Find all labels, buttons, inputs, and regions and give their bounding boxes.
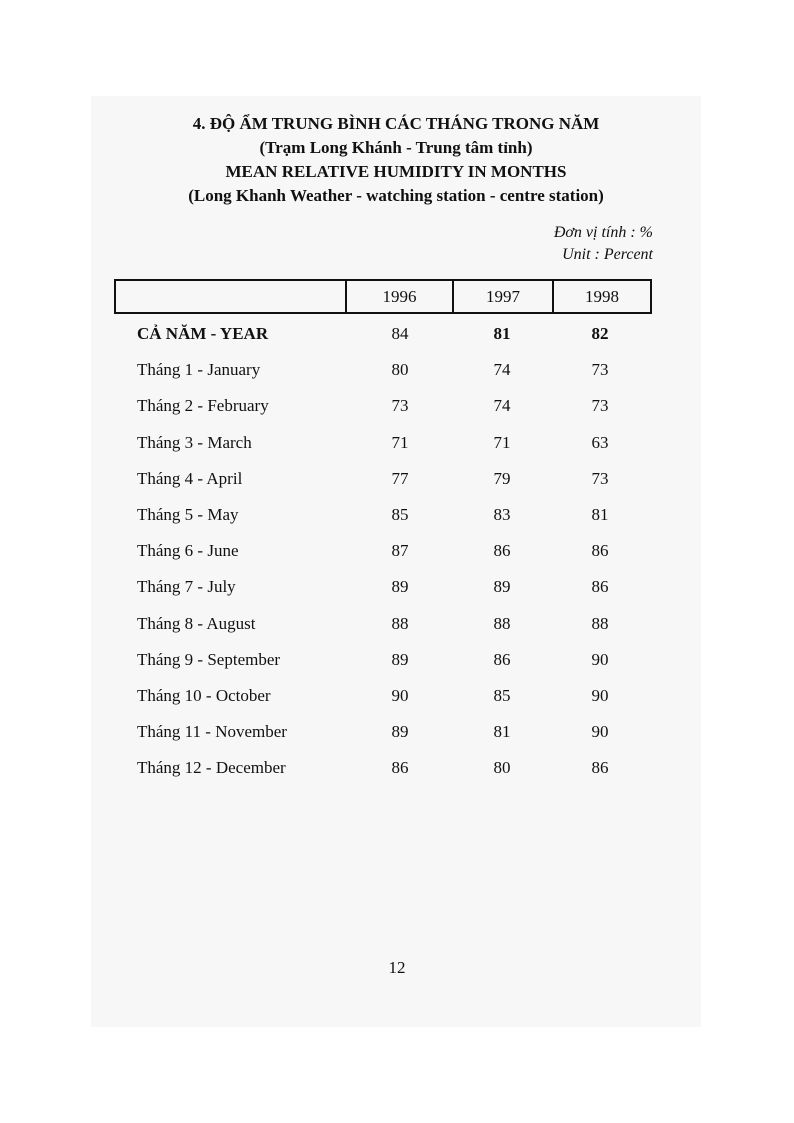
page-heading (91, 112, 701, 208)
row-label: Tháng 9 - September (137, 649, 281, 669)
value-1996: 89 (391, 722, 409, 742)
subtitle-english: (Long Khanh Weather - watching station - centre station) (188, 186, 604, 205)
value-1998: 73 (591, 468, 609, 488)
value-1997: 74 (493, 360, 511, 380)
table-row (0, 569, 794, 605)
value-1996: 84 (391, 324, 409, 343)
value-1998: 81 (591, 504, 609, 524)
value-1998: 88 (591, 613, 609, 633)
column-header-1998: 1998 (585, 286, 619, 306)
value-1996: 80 (391, 360, 409, 380)
value-1998: 82 (591, 324, 609, 343)
table-row (0, 461, 794, 497)
value-1996: 85 (391, 504, 409, 524)
value-1996: 88 (391, 613, 409, 633)
subtitle-vietnamese: (Trạm Long Khánh - Trung tâm tỉnh) (259, 138, 533, 157)
value-1998: 90 (591, 685, 609, 705)
table-row (0, 388, 794, 424)
row-label: Tháng 6 - June (137, 541, 239, 561)
table-row (0, 750, 794, 786)
table-row (0, 678, 794, 714)
value-1996: 73 (391, 396, 409, 416)
row-label: CẢ NĂM - YEAR (137, 324, 269, 343)
value-1997: 85 (493, 685, 511, 705)
table-row-year (0, 316, 794, 352)
table-row (0, 497, 794, 533)
row-label: Tháng 1 - January (137, 360, 261, 380)
table-header (114, 279, 652, 314)
value-1996: 90 (391, 685, 409, 705)
row-label: Tháng 10 - October (137, 685, 271, 705)
table-row (0, 642, 794, 678)
value-1996: 89 (391, 577, 409, 597)
value-1997: 88 (493, 613, 511, 633)
value-1998: 90 (591, 722, 609, 742)
value-1997: 79 (493, 468, 511, 488)
value-1996: 86 (391, 758, 409, 778)
row-label: Tháng 7 - July (137, 577, 236, 597)
value-1998: 86 (591, 541, 609, 561)
row-label: Tháng 8 - August (137, 613, 256, 633)
unit-vietnamese: Đơn vị tính : % (553, 224, 653, 241)
title-vietnamese: 4. ĐỘ ẨM TRUNG BÌNH CÁC THÁNG TRONG NĂM (192, 114, 600, 133)
row-label: Tháng 11 - November (137, 722, 287, 742)
value-1998: 63 (591, 432, 609, 452)
value-1997: 71 (493, 432, 511, 452)
table-row (0, 606, 794, 642)
value-1997: 74 (493, 396, 511, 416)
row-label: Tháng 12 - December (137, 758, 286, 778)
column-header-1997: 1997 (486, 286, 520, 306)
value-1997: 81 (493, 722, 511, 742)
value-1996: 77 (391, 468, 409, 488)
value-1998: 90 (591, 649, 609, 669)
table-body (0, 316, 794, 786)
value-1998: 86 (591, 758, 609, 778)
page-number: 12 (388, 958, 406, 977)
value-1997: 81 (493, 324, 511, 343)
value-1998: 73 (591, 396, 609, 416)
title-english: MEAN RELATIVE HUMIDITY IN MONTHS (225, 162, 567, 181)
value-1996: 71 (391, 432, 409, 452)
unit-english: Unit : Percent (562, 246, 653, 263)
value-1997: 86 (493, 541, 511, 561)
row-label: Tháng 5 - May (137, 504, 239, 524)
table-row (0, 533, 794, 569)
table-row (0, 714, 794, 750)
row-label: Tháng 2 - February (137, 396, 269, 416)
row-label: Tháng 4 - April (137, 468, 243, 488)
column-header-1996: 1996 (382, 286, 417, 306)
value-1996: 89 (391, 649, 409, 669)
value-1997: 86 (493, 649, 511, 669)
value-1997: 83 (493, 504, 511, 524)
value-1998: 73 (591, 360, 609, 380)
value-1997: 80 (493, 758, 511, 778)
value-1996: 87 (391, 541, 409, 561)
unit-note (554, 222, 653, 266)
value-1997: 89 (493, 577, 511, 597)
value-1998: 86 (591, 577, 609, 597)
row-label: Tháng 3 - March (137, 432, 252, 452)
table-row (0, 425, 794, 461)
table-row (0, 352, 794, 388)
